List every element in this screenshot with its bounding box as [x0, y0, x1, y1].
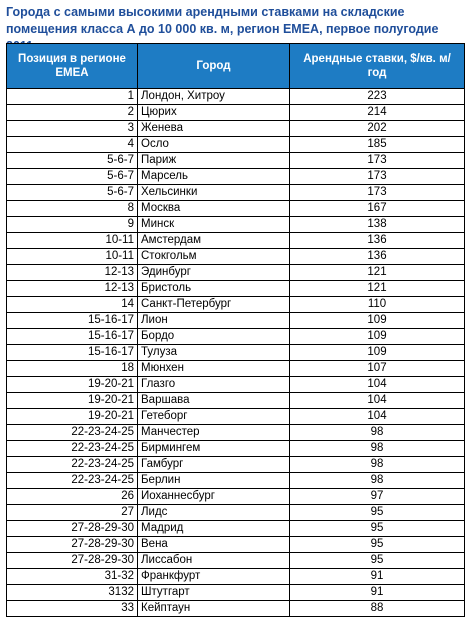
rate-cell: 104 — [290, 393, 465, 409]
city-cell: Мюнхен — [138, 361, 290, 377]
table-row — [7, 537, 465, 553]
rate-cell: 173 — [290, 153, 465, 169]
table-row — [7, 329, 465, 345]
table-row — [7, 297, 465, 313]
rate-cell: 109 — [290, 345, 465, 361]
table-row — [7, 217, 465, 233]
city-cell: Цюрих — [138, 105, 290, 121]
position-cell: 22-23-24-25 — [7, 473, 138, 489]
position-cell: 15-16-17 — [7, 313, 138, 329]
city-cell: Варшава — [138, 393, 290, 409]
city-cell: Москва — [138, 201, 290, 217]
table-row — [7, 553, 465, 569]
rate-cell: 97 — [290, 489, 465, 505]
rate-cell: 167 — [290, 201, 465, 217]
position-cell: 26 — [7, 489, 138, 505]
rate-cell: 223 — [290, 89, 465, 105]
header-position: Позиция в регионе EMEA — [7, 44, 138, 89]
position-cell: 19-20-21 — [7, 409, 138, 425]
position-cell: 12-13 — [7, 265, 138, 281]
table-row — [7, 409, 465, 425]
rate-cell: 104 — [290, 409, 465, 425]
city-cell: Осло — [138, 137, 290, 153]
table-row — [7, 313, 465, 329]
city-cell: Лидс — [138, 505, 290, 521]
table-row — [7, 281, 465, 297]
city-cell: Бристоль — [138, 281, 290, 297]
table-row — [7, 505, 465, 521]
table-row — [7, 393, 465, 409]
rate-cell: 95 — [290, 537, 465, 553]
city-cell: Иоханнесбург — [138, 489, 290, 505]
header-city: Город — [138, 44, 290, 89]
rate-cell: 136 — [290, 249, 465, 265]
rate-cell: 173 — [290, 169, 465, 185]
rate-cell: 104 — [290, 377, 465, 393]
rate-cell: 98 — [290, 457, 465, 473]
city-cell: Франкфурт — [138, 569, 290, 585]
city-cell: Амстердам — [138, 233, 290, 249]
page-title: Города с самыми высокими арендными ставками на складские помещения класса А до 10 000 кв. м, регион EMEA, первое полугодие — [6, 5, 439, 36]
table-row — [7, 569, 465, 585]
position-cell: 2 — [7, 105, 138, 121]
table-row — [7, 441, 465, 457]
rate-cell: 98 — [290, 441, 465, 457]
position-cell: 9 — [7, 217, 138, 233]
rate-cell: 202 — [290, 121, 465, 137]
position-cell: 12-13 — [7, 281, 138, 297]
position-cell: 5-6-7 — [7, 169, 138, 185]
rate-cell: 98 — [290, 473, 465, 489]
rate-cell: 214 — [290, 105, 465, 121]
table-row — [7, 169, 465, 185]
city-cell: Женева — [138, 121, 290, 137]
rate-cell: 138 — [290, 217, 465, 233]
position-cell: 22-23-24-25 — [7, 441, 138, 457]
rate-cell: 173 — [290, 185, 465, 201]
position-cell: 33 — [7, 601, 138, 617]
rent-rates-table — [6, 43, 465, 617]
rate-cell: 91 — [290, 585, 465, 601]
table-row — [7, 233, 465, 249]
table-row — [7, 425, 465, 441]
position-cell: 8 — [7, 201, 138, 217]
table-body — [7, 89, 465, 617]
rate-cell: 109 — [290, 329, 465, 345]
rate-cell: 121 — [290, 265, 465, 281]
city-cell: Хельсинки — [138, 185, 290, 201]
city-cell: Марсель — [138, 169, 290, 185]
position-cell: 27 — [7, 505, 138, 521]
city-cell: Стокгольм — [138, 249, 290, 265]
table-row — [7, 137, 465, 153]
city-cell: Глазго — [138, 377, 290, 393]
city-cell: Гамбург — [138, 457, 290, 473]
position-cell: 27-28-29-30 — [7, 553, 138, 569]
rate-cell: 136 — [290, 233, 465, 249]
position-cell: 22-23-24-25 — [7, 425, 138, 441]
city-cell: Вена — [138, 537, 290, 553]
table-row — [7, 361, 465, 377]
city-cell: Манчестер — [138, 425, 290, 441]
position-cell: 31-32 — [7, 569, 138, 585]
city-cell: Эдинбург — [138, 265, 290, 281]
rate-cell: 110 — [290, 297, 465, 313]
city-cell: Лондон, Хитроу — [138, 89, 290, 105]
city-cell: Бирмингем — [138, 441, 290, 457]
rate-cell: 95 — [290, 521, 465, 537]
position-cell: 19-20-21 — [7, 377, 138, 393]
table-row — [7, 457, 465, 473]
position-cell: 10-11 — [7, 233, 138, 249]
position-cell: 3132 — [7, 585, 138, 601]
rate-cell: 95 — [290, 505, 465, 521]
position-cell: 27-28-29-30 — [7, 521, 138, 537]
position-cell: 27-28-29-30 — [7, 537, 138, 553]
table-row — [7, 521, 465, 537]
position-cell: 14 — [7, 297, 138, 313]
city-cell: Санкт-Петербург — [138, 297, 290, 313]
city-cell: Тулуза — [138, 345, 290, 361]
city-cell: Берлин — [138, 473, 290, 489]
table-header-row — [7, 44, 465, 89]
table-row — [7, 345, 465, 361]
table-row — [7, 201, 465, 217]
city-cell: Мадрид — [138, 521, 290, 537]
rate-cell: 95 — [290, 553, 465, 569]
rate-cell: 98 — [290, 425, 465, 441]
table-row — [7, 377, 465, 393]
table-row — [7, 601, 465, 617]
position-cell: 18 — [7, 361, 138, 377]
city-cell: Лион — [138, 313, 290, 329]
position-cell: 1 — [7, 89, 138, 105]
table-row — [7, 105, 465, 121]
position-cell: 22-23-24-25 — [7, 457, 138, 473]
city-cell: Штутгарт — [138, 585, 290, 601]
position-cell: 19-20-21 — [7, 393, 138, 409]
city-cell: Лиссабон — [138, 553, 290, 569]
city-cell: Париж — [138, 153, 290, 169]
city-cell: Кейптаун — [138, 601, 290, 617]
city-cell: Гетеборг — [138, 409, 290, 425]
position-cell: 15-16-17 — [7, 329, 138, 345]
position-cell: 4 — [7, 137, 138, 153]
rate-cell: 109 — [290, 313, 465, 329]
position-cell: 5-6-7 — [7, 185, 138, 201]
position-cell: 3 — [7, 121, 138, 137]
table-row — [7, 153, 465, 169]
position-cell: 15-16-17 — [7, 345, 138, 361]
rate-cell: 91 — [290, 569, 465, 585]
position-cell: 5-6-7 — [7, 153, 138, 169]
rate-cell: 88 — [290, 601, 465, 617]
rate-cell: 107 — [290, 361, 465, 377]
header-rate: Арендные ставки, $/кв. м/год — [290, 44, 465, 89]
table-row — [7, 121, 465, 137]
table-row — [7, 489, 465, 505]
table-row — [7, 249, 465, 265]
table-row — [7, 473, 465, 489]
table-row — [7, 265, 465, 281]
rate-cell: 185 — [290, 137, 465, 153]
table-row — [7, 185, 465, 201]
position-cell: 10-11 — [7, 249, 138, 265]
table-row — [7, 89, 465, 105]
table-row — [7, 585, 465, 601]
rate-cell: 121 — [290, 281, 465, 297]
city-cell: Минск — [138, 217, 290, 233]
city-cell: Бордо — [138, 329, 290, 345]
